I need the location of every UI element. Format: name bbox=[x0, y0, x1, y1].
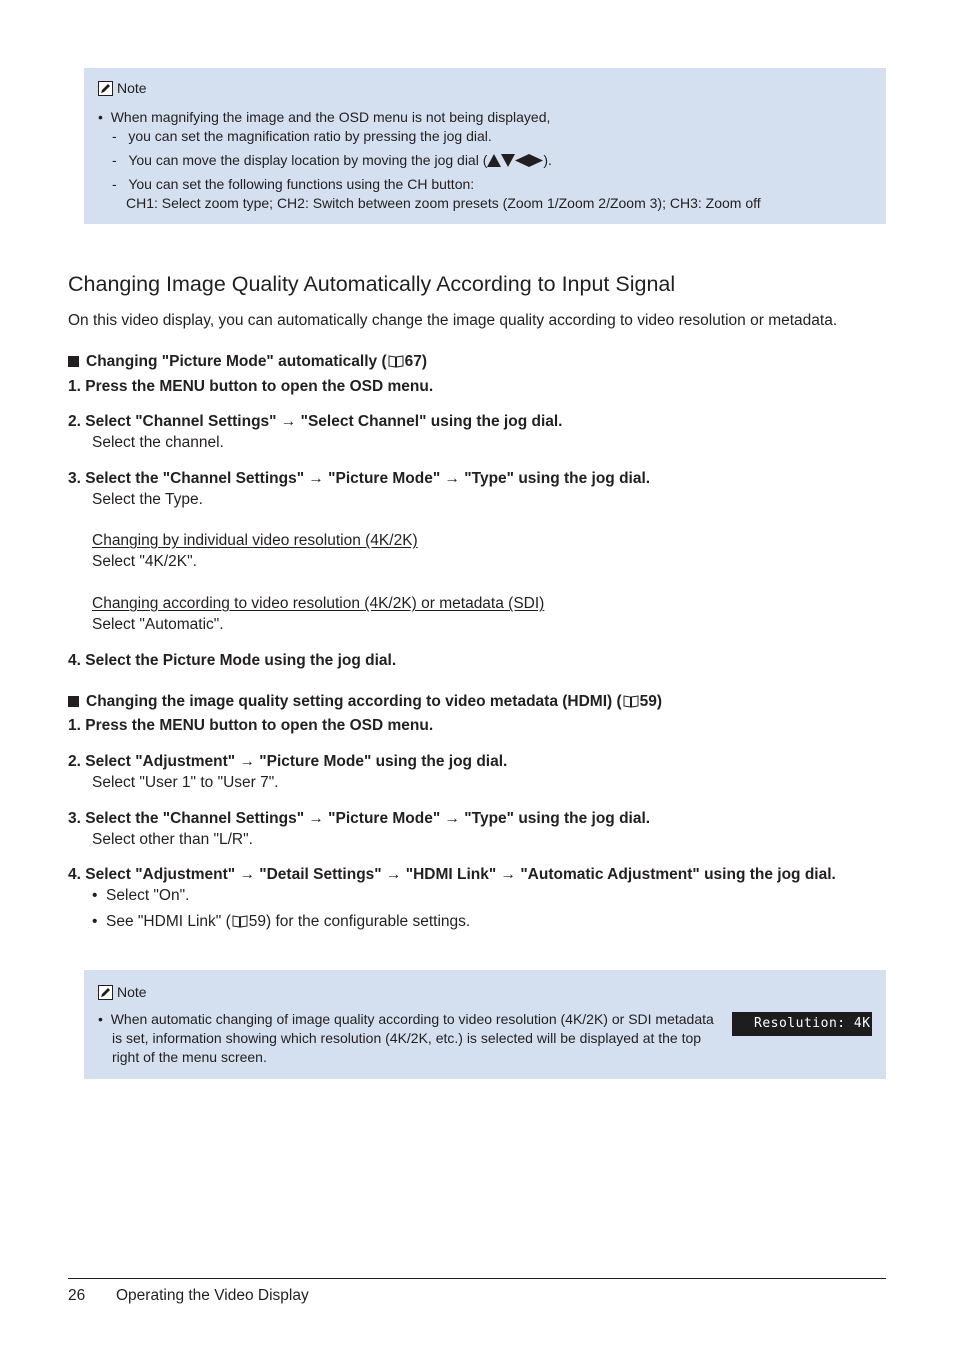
footer-divider bbox=[68, 1278, 886, 1279]
note-heading bbox=[98, 80, 147, 96]
subsection-heading: Changing "Picture Mode" automatically ( 67) bbox=[68, 353, 427, 371]
option-title: Changing by individual video resolution (4K/2K) bbox=[92, 532, 418, 549]
pencil-note-icon bbox=[98, 985, 113, 1000]
arrow-left-icon bbox=[515, 154, 529, 167]
arrow-down-icon bbox=[501, 154, 515, 167]
arrow-up-icon bbox=[487, 154, 501, 167]
note-label: Note bbox=[117, 984, 147, 1000]
note-bullet: • When magnifying the image and the OSD menu is not being displayed, bbox=[98, 109, 551, 125]
bullet-item: • See "HDMI Link" ( 59) for the configurable settings. bbox=[92, 913, 471, 930]
page-number: 26 bbox=[68, 1287, 86, 1304]
step-item: 2. Select "Channel Settings" → "Select Channel" using the jog dial. bbox=[68, 413, 563, 430]
step-item: 4. Select the Picture Mode using the jog dial. bbox=[68, 652, 397, 669]
step-item: 3. Select the "Channel Settings" → "Picture Mode" → "Type" using the jog dial. bbox=[68, 810, 651, 827]
option-detail: Select "Automatic". bbox=[92, 616, 224, 633]
book-reference-icon bbox=[232, 915, 248, 928]
section-title: Changing Image Quality Automatically According to Input Signal bbox=[68, 272, 676, 296]
step-item: 1. Press the MENU button to open the OSD menu. bbox=[68, 717, 434, 734]
square-bullet-icon bbox=[68, 356, 79, 367]
step-detail: Select the Type. bbox=[92, 491, 203, 508]
note-box-top bbox=[84, 68, 886, 224]
note-bullet-continued: is set, information showing which resolution (4K/2K, etc.) is selected will be displayed at the top bbox=[112, 1030, 702, 1046]
square-bullet-icon bbox=[68, 696, 79, 707]
book-reference-icon bbox=[623, 695, 639, 708]
note-dash-item-continued: CH1: Select zoom type; CH2: Switch between zoom presets (Zoom 1/Zoom 2/Zoom 3); CH3: Zoom off bbox=[126, 195, 761, 211]
note-dash-item: - You can move the display location by moving the jog dial ( ). bbox=[112, 152, 552, 168]
note-heading bbox=[98, 984, 147, 1000]
note-dash-item: - you can set the magnification ratio by pressing the jog dial. bbox=[112, 128, 492, 144]
bullet-item: • Select "On". bbox=[92, 887, 190, 904]
step-item: 2. Select "Adjustment" → "Picture Mode" using the jog dial. bbox=[68, 753, 508, 770]
step-item: 3. Select the "Channel Settings" → "Picture Mode" → "Type" using the jog dial. bbox=[68, 470, 651, 487]
note-dash-item: - You can set the following functions using the CH button: bbox=[112, 176, 475, 192]
arrow-right-icon bbox=[529, 154, 543, 167]
note-bullet: • When automatic changing of image quality according to video resolution (4K/2K) or SDI metadata bbox=[98, 1011, 714, 1027]
option-title: Changing according to video resolution (4K/2K) or metadata (SDI) bbox=[92, 595, 545, 612]
step-detail: Select the channel. bbox=[92, 434, 224, 451]
osd-resolution-indicator: Resolution: 4K bbox=[732, 1012, 872, 1036]
pencil-note-icon bbox=[98, 81, 113, 96]
step-item: 1. Press the MENU button to open the OSD menu. bbox=[68, 378, 434, 395]
footer-section-name: Operating the Video Display bbox=[116, 1287, 309, 1304]
book-reference-icon bbox=[388, 355, 404, 368]
step-detail: Select other than "L/R". bbox=[92, 831, 253, 848]
step-detail: Select "User 1" to "User 7". bbox=[92, 774, 279, 791]
section-intro: On this video display, you can automatically change the image quality according to video resolution or metadata. bbox=[68, 312, 838, 329]
note-bullet-continued: right of the menu screen. bbox=[112, 1049, 267, 1065]
option-detail: Select "4K/2K". bbox=[92, 553, 197, 570]
step-item: 4. Select "Adjustment" → "Detail Settings" → "HDMI Link" → "Automatic Adjustment" using the jog dial. bbox=[68, 866, 836, 883]
subsection-heading: Changing the image quality setting according to video metadata (HDMI) ( 59) bbox=[68, 693, 662, 711]
note-label: Note bbox=[117, 80, 147, 96]
